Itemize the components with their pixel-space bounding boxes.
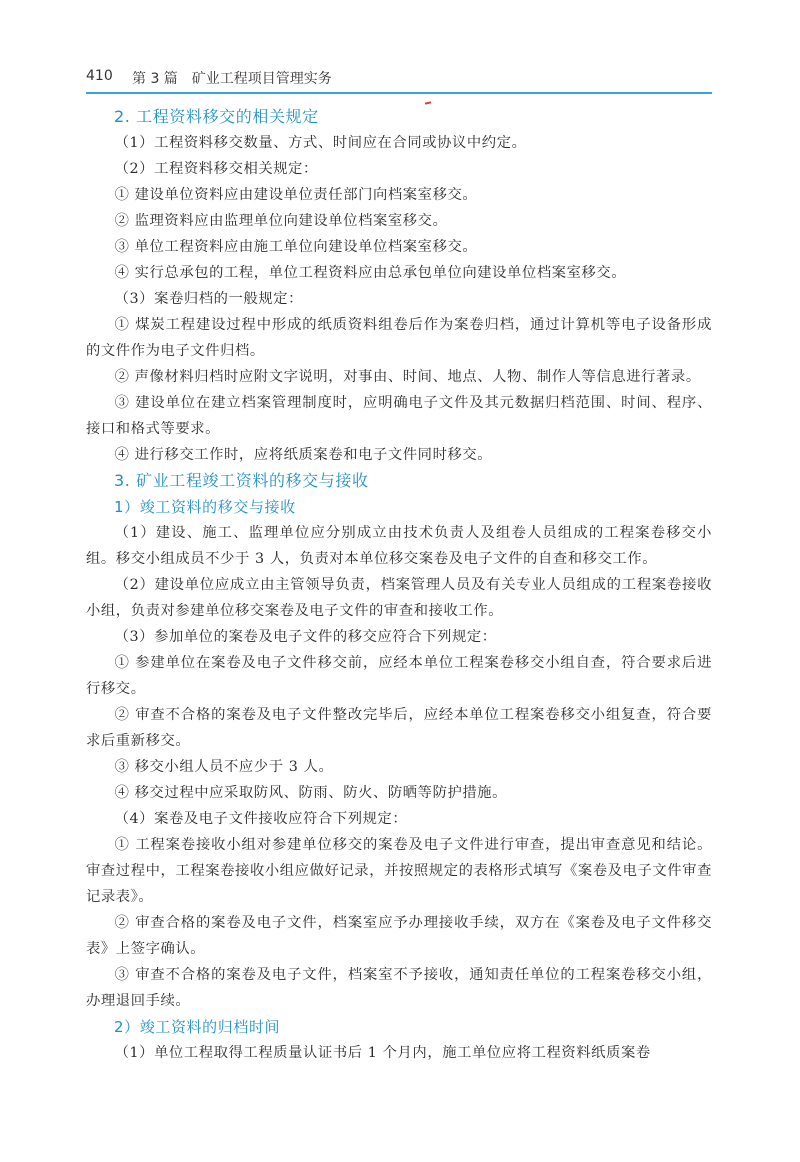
paragraph: （3）案卷归档的一般规定： [114, 291, 304, 307]
paragraph: （4）案卷及电子文件接收应符合下列规定： [114, 811, 408, 827]
subsection-heading: 2）竣工资料的归档时间 [114, 1018, 281, 1036]
paragraph: （1）建设、施工、监理单位应分别成立由技术负责人及组卷人员组成的工程案卷移交小组。移交小组成员不少于 3 人，负责对本单位移交案卷及电子文件的自查和移交工作。 [86, 525, 712, 567]
paragraph: ② 监理资料应由监理单位向建设单位档案室移交。 [114, 213, 448, 229]
paragraph: （2）建设单位应成立由主管领导负责，档案管理人员及有关专业人员组成的工程案卷接收小组，负责对参建单位移交案卷及电子文件的审查和接收工作。 [86, 577, 712, 619]
paragraph: （1）单位工程取得工程质量认证书后 1 个月内，施工单位应将工程资料纸质案卷 [114, 1045, 651, 1061]
page-number: 410 [86, 68, 113, 84]
paragraph: （3）参加单位的案卷及电子文件的移交应符合下列规定： [114, 629, 497, 645]
paragraph: ③ 审查不合格的案卷及电子文件，档案室不予接收，通知责任单位的工程案卷移交小组，办理退回手续。 [86, 967, 712, 1009]
paragraph: ② 声像材料归档时应附文字说明，对事由、时间、地点、人物、制作人等信息进行著录。 [114, 369, 701, 385]
paragraph: ④ 实行总承包的工程，单位工程资料应由总承包单位向建设单位档案室移交。 [114, 265, 627, 281]
paragraph: ① 建设单位资料应由建设单位责任部门向档案室移交。 [114, 187, 478, 203]
paragraph: （2）工程资料移交相关规定： [114, 161, 318, 177]
running-header [86, 68, 712, 90]
paragraph: （1）工程资料移交数量、方式、时间应在合同或协议中约定。 [114, 135, 527, 151]
subsection-heading: 1）竣工资料的移交与接收 [114, 498, 296, 516]
paragraph: ① 煤炭工程建设过程中形成的纸质资料组卷后作为案卷归档，通过计算机等电子设备形成的文件作为电子文件归档。 [86, 317, 712, 359]
paragraph: ① 工程案卷接收小组对参建单位移交的案卷及电子文件进行审查，提出审查意见和结论。审查过程中，工程案卷接收小组应做好记录，并按照规定的表格形式填写《案卷及电子文件审查记录表》。 [86, 837, 712, 905]
paragraph: ④ 移交过程中应采取防风、防雨、防火、防晒等防护措施。 [114, 785, 508, 801]
header-rule [86, 92, 712, 94]
paragraph: ③ 移交小组人员不应少于 3 人。 [114, 759, 334, 775]
running-title: 第 3 篇 矿业工程项目管理实务 [132, 71, 332, 87]
paragraph: ③ 建设单位在建立档案管理制度时，应明确电子文件及其元数据归档范围、时间、程序、接口和格式等要求。 [86, 395, 712, 437]
paragraph: ② 审查不合格的案卷及电子文件整改完毕后，应经本单位工程案卷移交小组复查，符合要求后重新移交。 [86, 707, 712, 749]
paragraph: ① 参建单位在案卷及电子文件移交前，应经本单位工程案卷移交小组自查，符合要求后进行移交。 [86, 655, 712, 697]
paragraph: ③ 单位工程资料应由施工单位向建设单位档案室移交。 [114, 239, 478, 255]
paragraph: ② 审查合格的案卷及电子文件，档案室应予办理接收手续，双方在《案卷及电子文件移交表》上签字确认。 [86, 915, 712, 957]
section-heading: 3. 矿业工程竣工资料的移交与接收 [114, 471, 369, 490]
body-text [86, 104, 712, 1066]
paragraph: ④ 进行移交工作时，应将纸质案卷和电子文件同时移交。 [114, 447, 493, 463]
section-heading: 2. 工程资料移交的相关规定 [114, 107, 319, 126]
